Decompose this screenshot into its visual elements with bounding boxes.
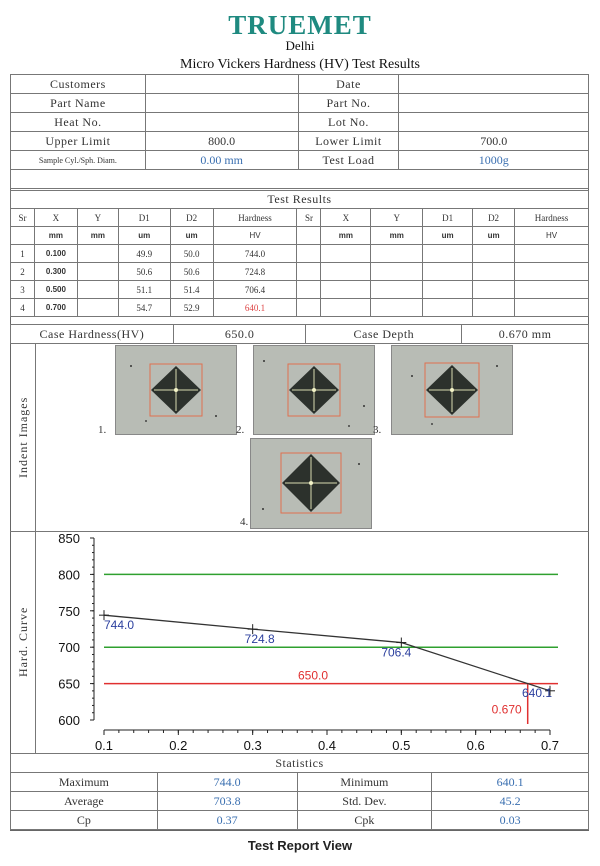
indent-divider: [35, 344, 36, 531]
customers-label: Customers: [11, 75, 146, 94]
results-table: [10, 190, 589, 317]
row3-d2: 51.4: [170, 281, 213, 299]
col-hardness: Hardness: [213, 209, 297, 227]
footer-title: Test Report View: [247, 838, 353, 853]
heat-no-label: Heat No.: [11, 113, 146, 132]
table-row: [11, 263, 589, 281]
maximum-label: Maximum: [11, 773, 158, 792]
minimum-value: 640.1: [432, 773, 589, 792]
x-tick-label: 0.2: [169, 738, 188, 752]
statistics-table: [10, 753, 589, 830]
case-hardness-value: 650.0: [173, 325, 306, 344]
row4-d2: 52.9: [170, 299, 213, 317]
city-label: Delhi: [285, 38, 315, 53]
row4-x: 0.700: [34, 299, 77, 317]
x-tick-label: 0.5: [392, 738, 411, 752]
indent-image-3: [391, 345, 513, 435]
test-load-value: 1000g: [399, 151, 589, 170]
row3-d1: 51.1: [118, 281, 170, 299]
unit-hv-2: HV: [515, 227, 589, 245]
minimum-label: Minimum: [297, 773, 432, 792]
date-value: [399, 75, 589, 94]
average-value: 703.8: [157, 792, 297, 811]
brand-logo: TRUEMET: [228, 10, 372, 40]
case-depth-label: 0.670: [491, 702, 522, 717]
y-tick-label: 600: [58, 713, 80, 728]
table-row: [11, 299, 589, 317]
case-depth-value: 0.670 mm: [462, 325, 589, 344]
case-hardness-label: Case Hardness(HV): [11, 325, 174, 344]
unit-d2: um: [170, 227, 213, 245]
col-d1-2: D1: [423, 209, 473, 227]
case-hardness-label: 650.0: [298, 668, 329, 683]
col-y: Y: [77, 209, 118, 227]
test-load-label: Test Load: [298, 151, 399, 170]
unit-sr-2: [297, 227, 321, 245]
unit-d1-2: um: [423, 227, 473, 245]
row2-sr: 2: [11, 263, 35, 281]
x-tick-label: 0.7: [540, 738, 560, 752]
y-tick-label: 850: [58, 532, 80, 546]
part-no-value: [399, 94, 589, 113]
data-label: 744.0: [104, 618, 135, 633]
row2-d2: 50.6: [170, 263, 213, 281]
col-sr-2: Sr: [297, 209, 321, 227]
col-d2: D2: [170, 209, 213, 227]
row3-x: 0.500: [34, 281, 77, 299]
lot-no-value: [399, 113, 589, 132]
x-tick-label: 0.6: [466, 738, 485, 752]
row3-sr: 3: [11, 281, 35, 299]
indent-image-2: [253, 345, 375, 435]
lot-no-label: Lot No.: [298, 113, 399, 132]
case-table: [10, 324, 589, 344]
info-table: [10, 74, 589, 189]
row4-d1: 54.7: [118, 299, 170, 317]
x-tick-label: 0.3: [243, 738, 262, 752]
customers-value: [145, 75, 298, 94]
sample-diam-value: 0.00 mm: [145, 151, 298, 170]
upper-limit-value: 800.0: [145, 132, 298, 151]
upper-limit-label: Upper Limit: [11, 132, 146, 151]
part-no-label: Part No.: [298, 94, 399, 113]
unit-d2-2: um: [473, 227, 515, 245]
x-tick-label: 0.4: [317, 738, 337, 752]
statistics-title: Statistics: [11, 754, 589, 773]
hard-curve-label: Hard. Curve: [16, 606, 30, 678]
indent-images-label: Indent Images: [16, 396, 30, 479]
row4-sr: 4: [11, 299, 35, 317]
indent-number-1: 1.: [98, 424, 107, 436]
unit-d1: um: [118, 227, 170, 245]
indent-number-2: 2.: [236, 424, 245, 436]
table-row: [11, 245, 589, 263]
heat-no-value: [145, 113, 298, 132]
unit-sr: [11, 227, 35, 245]
cp-label: Cp: [11, 811, 158, 830]
y-tick-label: 650: [58, 676, 80, 692]
stddev-label: Std. Dev.: [297, 792, 432, 811]
cpk-value: 0.03: [432, 811, 589, 830]
row4-y: [77, 299, 118, 317]
indent-number-4: 4.: [240, 516, 249, 528]
y-tick-label: 700: [58, 640, 80, 656]
col-x-2: X: [321, 209, 371, 227]
hardness-chart: [36, 532, 588, 752]
row1-d2: 50.0: [170, 245, 213, 263]
sample-diam-label: Sample Cyl./Sph. Diam.: [11, 151, 146, 170]
lower-limit-value: 700.0: [399, 132, 589, 151]
date-label: Date: [298, 75, 399, 94]
case-depth-label: Case Depth: [306, 325, 462, 344]
unit-y-2: mm: [371, 227, 423, 245]
col-d1: D1: [118, 209, 170, 227]
indent-number-3: 3.: [373, 424, 382, 436]
col-d2-2: D2: [473, 209, 515, 227]
row1-x: 0.100: [34, 245, 77, 263]
row2-d1: 50.6: [118, 263, 170, 281]
unit-x-2: mm: [321, 227, 371, 245]
col-hardness-2: Hardness: [515, 209, 589, 227]
unit-y: mm: [77, 227, 118, 245]
indent-image-1: [115, 345, 237, 435]
col-y-2: Y: [371, 209, 423, 227]
part-name-label: Part Name: [11, 94, 146, 113]
table-row: [11, 281, 589, 299]
row4-hv: 640.1: [213, 299, 297, 317]
x-tick-label: 0.1: [94, 738, 114, 752]
col-sr: Sr: [11, 209, 35, 227]
row1-hv: 744.0: [213, 245, 297, 263]
row3-hv: 706.4: [213, 281, 297, 299]
cp-value: 0.37: [157, 811, 297, 830]
unit-x: mm: [34, 227, 77, 245]
lower-limit-label: Lower Limit: [298, 132, 399, 151]
part-name-value: [145, 94, 298, 113]
report-title: Micro Vickers Hardness (HV) Test Results: [180, 57, 420, 72]
spacer-row: [11, 170, 589, 189]
row2-x: 0.300: [34, 263, 77, 281]
data-label: 724.8: [244, 632, 275, 647]
indent-image-4: [250, 438, 372, 529]
row1-sr: 1: [11, 245, 35, 263]
col-x: X: [34, 209, 77, 227]
row2-y: [77, 263, 118, 281]
data-label: 640.1: [522, 685, 553, 700]
y-tick-label: 800: [58, 567, 80, 583]
average-label: Average: [11, 792, 158, 811]
test-results-title: Test Results: [11, 191, 589, 209]
stddev-value: 45.2: [432, 792, 589, 811]
row1-d1: 49.9: [118, 245, 170, 263]
maximum-value: 744.0: [157, 773, 297, 792]
row3-y: [77, 281, 118, 299]
data-label: 706.4: [381, 645, 412, 660]
row2-hv: 724.8: [213, 263, 297, 281]
unit-hv: HV: [213, 227, 297, 245]
row1-y: [77, 245, 118, 263]
cpk-label: Cpk: [297, 811, 432, 830]
y-tick-label: 750: [58, 603, 80, 619]
